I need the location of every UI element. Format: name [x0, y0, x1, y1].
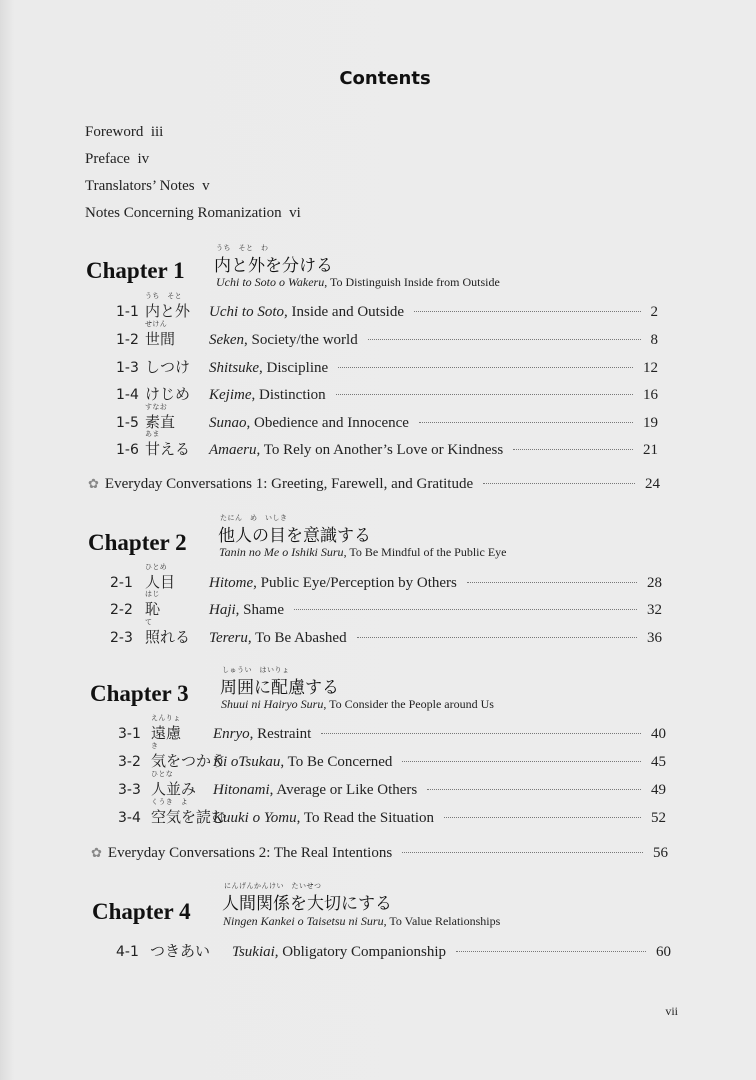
entry-ruby: あま	[145, 430, 160, 438]
entry-ruby: うち そと	[145, 292, 182, 300]
leader-dots	[467, 582, 637, 583]
page-number: 28	[647, 575, 662, 591]
leader-dots	[456, 951, 646, 952]
toc-entry[interactable]: 3-2 き 気をつかう Ki oTsukau, To Be Concerned 45	[118, 742, 666, 770]
chapter-subtitle: Shuui ni Hairyo Suru, To Consider the People around Us	[221, 697, 494, 711]
leader-dots	[336, 394, 633, 395]
leader-dots	[357, 637, 637, 638]
chapter-subtitle: Tanin no Me o Ishiki Suru, To Be Mindful of the Public Eye	[219, 545, 507, 559]
page-number: 16	[643, 387, 658, 403]
chapter-japanese-title: 内と外を分ける	[214, 256, 333, 276]
leader-dots	[321, 733, 641, 734]
page-folio: vii	[665, 1004, 678, 1018]
leader-dots	[419, 422, 633, 423]
front-matter-item: Notes Concerning Romanization vi	[85, 205, 301, 221]
page-number: 12	[643, 360, 658, 376]
front-matter-item: Translators’ Notes v	[85, 178, 210, 194]
entry-ruby: き	[151, 742, 159, 750]
flower-icon: ✿	[91, 845, 102, 860]
leader-dots	[338, 367, 633, 368]
toc-entry[interactable]: 4-1 つきあい Tsukiai, Obligatory Companionship 60	[116, 942, 671, 960]
leader-dots	[402, 761, 641, 762]
toc-entry[interactable]: 1-5 すなお 素直 Sunao, Obedience and Innocence 19	[116, 403, 658, 431]
leader-dots	[427, 789, 641, 790]
toc-entry[interactable]: 1-4 けじめ Kejime, Distinction 16	[116, 385, 658, 403]
entry-ruby: えんりょ	[151, 714, 181, 722]
chapter-japanese-title: 人間関係を大切にする	[222, 894, 392, 914]
chapter-japanese-title: 他人の目を意識する	[218, 526, 371, 546]
entry-ruby: ひとな	[151, 770, 174, 778]
page-number: 56	[653, 845, 668, 861]
page-number: 45	[651, 754, 666, 770]
page-number: 21	[643, 442, 658, 458]
page-number: 2	[650, 304, 658, 320]
toc-entry[interactable]: 1-1 うち そと 内と外 Uchi to Soto, Inside and Outside 2	[116, 292, 658, 320]
page-title: Contents	[339, 68, 431, 89]
toc-entry[interactable]: 2-3 て 照れる Tereru, To Be Abashed 36	[110, 618, 662, 646]
leader-dots	[414, 311, 641, 312]
page-number: 52	[651, 810, 666, 826]
page-number: 40	[651, 726, 666, 742]
leader-dots	[294, 609, 637, 610]
chapter-subtitle: Uchi to Soto o Wakeru, To Distinguish Inside from Outside	[216, 275, 500, 289]
conversation-entry[interactable]: ✿ Everyday Conversations 2: The Real Intentions 56	[91, 845, 668, 861]
entry-ruby: ひとめ	[145, 563, 168, 571]
chapter-heading: Chapter 4	[92, 899, 191, 924]
toc-entry[interactable]: 2-2 はじ 恥 Haji, Shame 32	[110, 590, 662, 618]
chapter-ruby: にんげんかんけい たいせつ	[224, 882, 322, 890]
entry-ruby: はじ	[145, 590, 160, 598]
toc-entry[interactable]: 1-3 しつけ Shitsuke, Discipline 12	[116, 358, 658, 376]
leader-dots	[513, 449, 633, 450]
toc-entry[interactable]: 3-3 ひとな 人並み Hitonami, Average or Like Others 49	[118, 770, 666, 798]
toc-entry[interactable]: 3-4 くうき よ 空気を読む Kuuki o Yomu, To Read the Situation 52	[118, 798, 666, 826]
front-matter-item: Foreword iii	[85, 124, 164, 140]
front-matter-item: Preface iv	[85, 151, 150, 167]
leader-dots	[483, 483, 635, 484]
chapter-japanese-title: 周囲に配慮する	[220, 678, 339, 698]
toc-entry[interactable]: 1-2 せけん 世間 Seken, Society/the world 8	[116, 320, 658, 348]
leader-dots	[444, 817, 641, 818]
page-number: 8	[650, 332, 658, 348]
page-number: 60	[656, 944, 671, 960]
chapter-heading: Chapter 1	[86, 258, 185, 283]
entry-ruby: くうき よ	[151, 798, 188, 806]
chapter-heading: Chapter 3	[90, 681, 189, 706]
chapter-ruby: しゅうい はいりょ	[222, 666, 290, 674]
leader-dots	[402, 852, 643, 853]
page-number: 32	[647, 602, 662, 618]
toc-entry[interactable]: 3-1 えんりょ 遠慮 Enryo, Restraint 40	[118, 714, 666, 742]
chapter-ruby: うち そと わ	[216, 244, 269, 252]
chapter-subtitle: Ningen Kankei o Taisetsu ni Suru, To Value Relationships	[223, 914, 501, 928]
flower-icon: ✿	[88, 476, 99, 491]
toc-entry[interactable]: 1-6 あま 甘える Amaeru, To Rely on Another’s Love or Kindness 21	[116, 430, 658, 458]
page-number: 19	[643, 415, 658, 431]
page-number: 49	[651, 782, 666, 798]
entry-ruby: て	[145, 618, 153, 626]
chapter-ruby: たにん め いしき	[220, 514, 288, 522]
entry-ruby: せけん	[145, 320, 168, 328]
page-number: 24	[645, 476, 660, 492]
entry-ruby: すなお	[145, 403, 168, 411]
chapter-heading: Chapter 2	[88, 530, 187, 555]
toc-entry[interactable]: 2-1 ひとめ 人目 Hitome, Public Eye/Perception by Others 28	[110, 563, 662, 591]
page-number: 36	[647, 630, 662, 646]
leader-dots	[368, 339, 641, 340]
conversation-entry[interactable]: ✿ Everyday Conversations 1: Greeting, Farewell, and Gratitude 24	[88, 476, 660, 492]
